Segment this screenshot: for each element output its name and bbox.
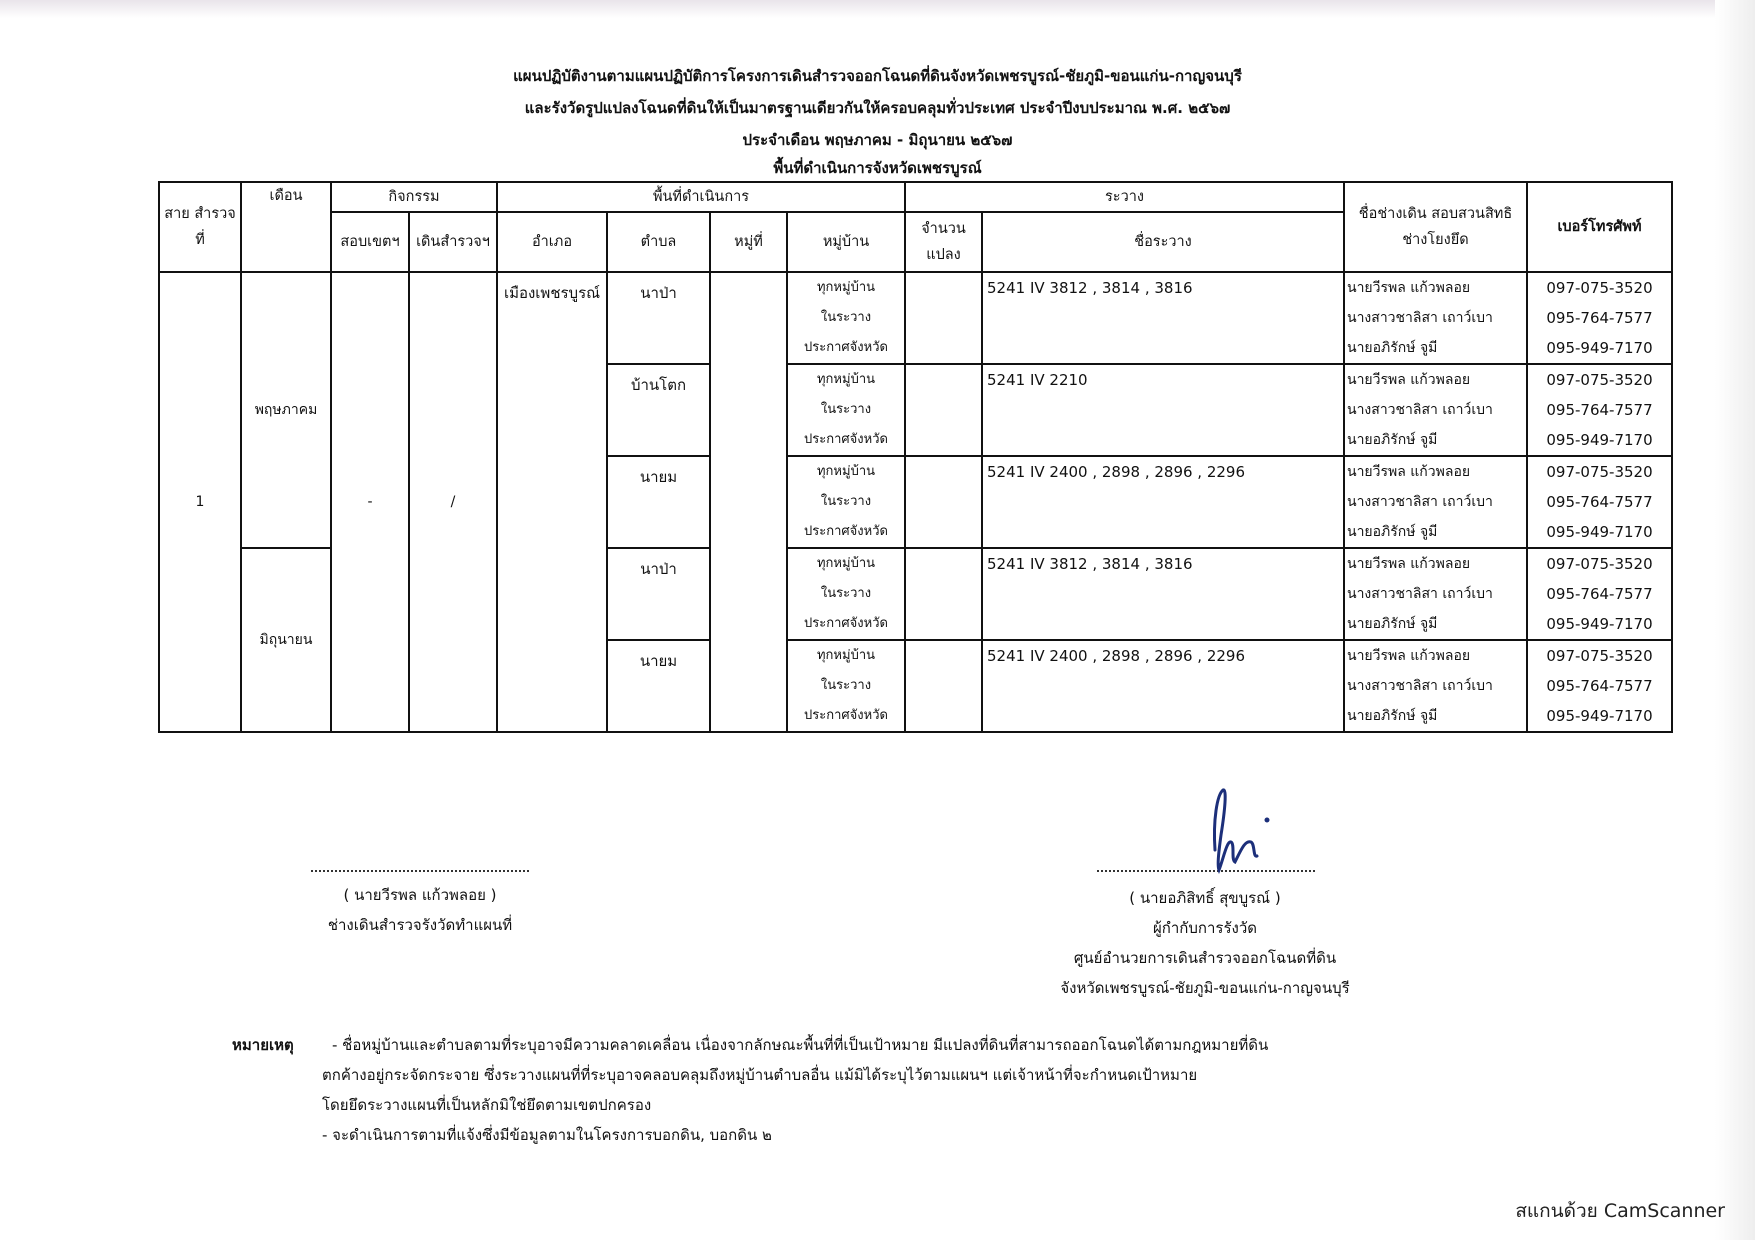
header-surveyor: ชื่อช่างเดิน สอบสวนสิทธิ ช่างโยงยึด xyxy=(1344,182,1527,272)
surveyor-name: นางสาวชาลิสา เถาว์เบา xyxy=(1347,494,1493,510)
phone-cell xyxy=(1527,456,1672,548)
surveyor-name: นางสาวชาลิสา เถาว์เบา xyxy=(1347,402,1493,418)
phone-number: 095-949-7170 xyxy=(1546,615,1653,633)
remark-line: โดยยึดระวางแผนที่เป็นหลักมิใช่ยึดตามเขตปกครอง xyxy=(322,1096,652,1114)
village-line: ประกาศจังหวัด xyxy=(804,616,888,631)
village-line: ประกาศจังหวัด xyxy=(804,340,888,355)
surveyor-name: นายอภิรักษ์ จูมี xyxy=(1347,340,1438,356)
village-line: ในระวาง xyxy=(820,586,872,601)
village-line: ประกาศจังหวัด xyxy=(804,524,888,539)
header-team-no: สาย สำรวจ ที่ xyxy=(159,182,241,272)
phone-number: 097-075-3520 xyxy=(1546,647,1653,665)
scan-edge-right xyxy=(1715,0,1755,1240)
phone-cell xyxy=(1527,272,1672,364)
village-line: ในระวาง xyxy=(820,494,872,509)
surveyor-name: นางสาวชาลิสา เถาว์เบา xyxy=(1347,310,1493,326)
surveyor-name: นายวีรพล แก้วพลอย xyxy=(1347,464,1471,480)
surveyor-cell xyxy=(1344,640,1527,732)
tambon-cell: นาป่า xyxy=(607,272,710,364)
phone-number: 095-949-7170 xyxy=(1546,431,1653,449)
surveyor-name: นายอภิรักษ์ จูมี xyxy=(1347,432,1438,448)
phone-number: 095-949-7170 xyxy=(1546,339,1653,357)
survey-plan-table xyxy=(158,181,1673,733)
village-line: ประกาศจังหวัด xyxy=(804,432,888,447)
signer-left-name: ( นายวีรพล แก้วพลอย ) xyxy=(343,886,497,904)
signer-right-title1: ผู้กำกับการรังวัด xyxy=(1152,919,1257,937)
doc-title-period: ประจำเดือน พฤษภาคม - มิถุนายน ๒๕๖๗ xyxy=(742,131,1013,149)
sheet-name-cell: 5241 IV 3812 , 3814 , 3816 xyxy=(982,272,1344,364)
tambon-cell: บ้านโตก xyxy=(607,364,710,456)
activity-boundary-cell: - xyxy=(331,272,409,732)
tambon-cell: นายม xyxy=(607,640,710,732)
amphoe-cell: เมืองเพชรบูรณ์ xyxy=(497,272,607,732)
doc-title-line1: แผนปฏิบัติงานตามแผนปฏิบัติการโครงการเดินสำรวจออกโฉนดที่ดินจังหวัดเพชรบูรณ์-ชัยภูมิ-ขอนแก่น-กาญจนบุรี xyxy=(513,67,1242,85)
header-sheet-group: ระวาง xyxy=(905,182,1344,212)
phone-number: 097-075-3520 xyxy=(1546,555,1653,573)
plot-count-cell xyxy=(905,548,982,640)
header-activity: กิจกรรม xyxy=(331,182,497,212)
plot-count-cell xyxy=(905,640,982,732)
village-line: ทุกหมู่บ้าน xyxy=(816,556,876,571)
header-month: เดือน xyxy=(241,182,331,272)
surveyor-name: นายอภิรักษ์ จูมี xyxy=(1347,616,1438,632)
remark-line: - จะดำเนินการตามที่แจ้งซึ่งมีข้อมูลตามในโครงการบอกดิน, บอกดิน ๒ xyxy=(322,1126,772,1144)
phone-number: 095-949-7170 xyxy=(1546,707,1653,725)
village-cell xyxy=(787,364,905,456)
signer-right-title2: ศูนย์อำนวยการเดินสำรวจออกโฉนดที่ดิน xyxy=(1073,949,1337,967)
header-phone: เบอร์โทรศัพท์ xyxy=(1527,182,1672,272)
surveyor-cell xyxy=(1344,272,1527,364)
sheet-name-cell: 5241 IV 2400 , 2898 , 2896 , 2296 xyxy=(982,640,1344,732)
phone-number: 095-764-7577 xyxy=(1546,585,1653,603)
phone-number: 095-764-7577 xyxy=(1546,677,1653,695)
doc-title-area: พื้นที่ดำเนินการจังหวัดเพชรบูรณ์ xyxy=(773,159,982,177)
phone-number: 097-075-3520 xyxy=(1546,279,1653,297)
tambon-cell: นาป่า xyxy=(607,548,710,640)
header-plot-count: จำนวน แปลง xyxy=(905,212,982,272)
phone-cell xyxy=(1527,548,1672,640)
surveyor-cell xyxy=(1344,456,1527,548)
remark-label: หมายเหตุ xyxy=(232,1036,294,1054)
sheet-name-cell: 5241 IV 2210 xyxy=(982,364,1344,456)
phone-number: 097-075-3520 xyxy=(1546,463,1653,481)
surveyor-cell xyxy=(1344,548,1527,640)
sheet-name-cell: 5241 IV 3812 , 3814 , 3816 xyxy=(982,548,1344,640)
village-cell xyxy=(787,548,905,640)
phone-number: 097-075-3520 xyxy=(1546,371,1653,389)
village-cell xyxy=(787,456,905,548)
village-line: ในระวาง xyxy=(820,678,872,693)
tambon-cell: นายม xyxy=(607,456,710,548)
village-cell xyxy=(787,272,905,364)
village-line: ทุกหมู่บ้าน xyxy=(816,464,876,479)
phone-number: 095-949-7170 xyxy=(1546,523,1653,541)
month-june-cell: มิถุนายน xyxy=(241,548,331,732)
plot-count-cell xyxy=(905,456,982,548)
phone-cell xyxy=(1527,364,1672,456)
signer-left-title: ช่างเดินสำรวจรังวัดทำแผนที่ xyxy=(327,916,513,934)
camscanner-watermark: สแกนด้วย CamScanner xyxy=(1515,1200,1725,1222)
plot-count-cell xyxy=(905,364,982,456)
header-activity-survey: เดินสำรวจฯ xyxy=(409,212,497,272)
month-may-cell: พฤษภาคม xyxy=(241,272,331,548)
header-area: พื้นที่ดำเนินการ xyxy=(497,182,905,212)
surveyor-name: นางสาวชาลิสา เถาว์เบา xyxy=(1347,586,1493,602)
activity-survey-cell: / xyxy=(409,272,497,732)
surveyor-name: นายวีรพล แก้วพลอย xyxy=(1347,556,1471,572)
header-village: หมู่บ้าน xyxy=(787,212,905,272)
village-line: ในระวาง xyxy=(820,310,872,325)
header-sheet-name: ชื่อระวาง xyxy=(982,212,1344,272)
doc-title-line2: และรังวัดรูปแปลงโฉนดที่ดินให้เป็นมาตรฐานเดียวกันให้ครอบคลุมทั่วประเทศ ประจำปีงบประมาณ พ.ศ. ๒๕๖๗ xyxy=(524,99,1231,117)
surveyor-name: นายวีรพล แก้วพลอย xyxy=(1347,372,1471,388)
village-line: ทุกหมู่บ้าน xyxy=(816,372,876,387)
village-line: ทุกหมู่บ้าน xyxy=(816,648,876,663)
surveyor-name: นายวีรพล แก้วพลอย xyxy=(1347,280,1471,296)
remark-line: - ชื่อหมู่บ้านและตำบลตามที่ระบุอาจมีความคลาดเคลื่อน เนื่องจากลักษณะพื้นที่ที่เป็นเป้าหมาย มีแปลงที่ดินที่สามารถออกโฉนดได้ตามกฎหมายที่ดิน xyxy=(332,1036,1269,1054)
handwritten-signature xyxy=(1195,780,1285,880)
header-amphoe: อำเภอ xyxy=(497,212,607,272)
sheet-name-cell: 5241 IV 2400 , 2898 , 2896 , 2296 xyxy=(982,456,1344,548)
surveyor-name: นายวีรพล แก้วพลอย xyxy=(1347,648,1471,664)
signature-line-left xyxy=(311,870,529,872)
surveyor-name: นางสาวชาลิสา เถาว์เบา xyxy=(1347,678,1493,694)
plot-count-cell xyxy=(905,272,982,364)
phone-number: 095-764-7577 xyxy=(1546,309,1653,327)
phone-cell xyxy=(1527,640,1672,732)
signature-block-right xyxy=(1030,883,1380,1003)
team-no-cell: 1 xyxy=(159,272,241,732)
signer-right-name: ( นายอภิสิทธิ์ สุขบูรณ์ ) xyxy=(1129,889,1281,907)
signature-block-left xyxy=(280,880,560,940)
village-cell xyxy=(787,640,905,732)
remark-line: ตกค้างอยู่กระจัดกระจาย ซึ่งระวางแผนที่ที่ระบุอาจคลอบคลุมถึงหมู่บ้านตำบลอื่น แม้มิได้ระบุไว้ตามแผนฯ แต่เจ้าหน้าที่จะกำหนดเป้าหมาย xyxy=(322,1066,1198,1084)
header-tambon: ตำบล xyxy=(607,212,710,272)
village-line: ในระวาง xyxy=(820,402,872,417)
surveyor-name: นายอภิรักษ์ จูมี xyxy=(1347,708,1438,724)
phone-number: 095-764-7577 xyxy=(1546,401,1653,419)
surveyor-name: นายอภิรักษ์ จูมี xyxy=(1347,524,1438,540)
phone-number: 095-764-7577 xyxy=(1546,493,1653,511)
header-moo: หมู่ที่ xyxy=(710,212,787,272)
scan-edge-top xyxy=(0,0,1755,18)
moo-cell xyxy=(710,272,787,732)
village-line: ทุกหมู่บ้าน xyxy=(816,280,876,295)
village-line: ประกาศจังหวัด xyxy=(804,708,888,723)
header-activity-boundary: สอบเขตฯ xyxy=(331,212,409,272)
signer-right-title3: จังหวัดเพชรบูรณ์-ชัยภูมิ-ขอนแก่น-กาญจนบุรี xyxy=(1060,979,1350,997)
surveyor-cell xyxy=(1344,364,1527,456)
